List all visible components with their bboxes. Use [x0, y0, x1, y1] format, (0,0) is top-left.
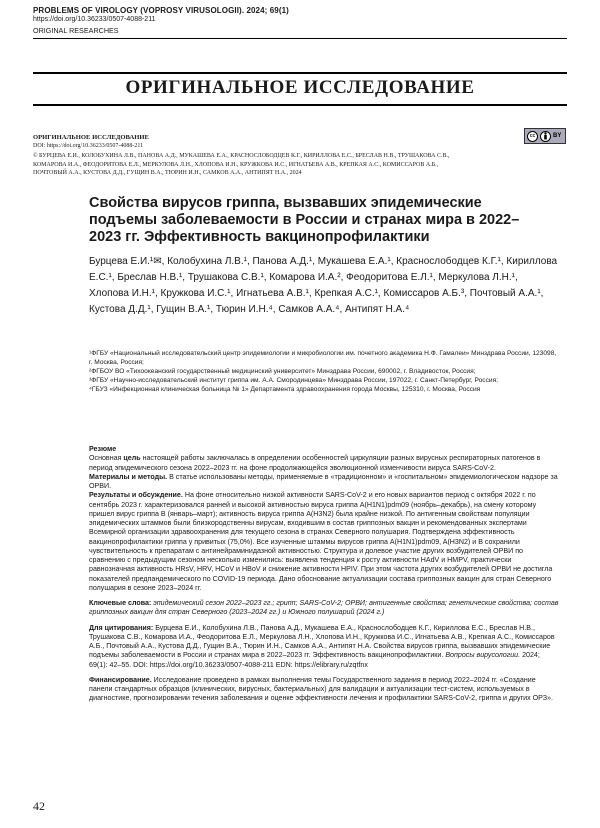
affiliation-2: ²ФГБОУ ВО «Тихоокеанский государственный медицинский университет» Минздрава России, 690002, г. Владивосток, Россия; [89, 367, 559, 376]
article-type: ОРИГИНАЛЬНОЕ ИССЛЕДОВАНИЕ [33, 134, 149, 141]
header-doi-link[interactable]: https://doi.org/10.36233/0507-4088-211 [33, 16, 155, 23]
header-divider [33, 38, 567, 39]
header-section: ORIGINAL RESEARCHES [33, 26, 119, 35]
abstract-heading: Резюме [89, 445, 559, 454]
article-title: Свойства вирусов гриппа, вызвавших эпидемические подъемы заболеваемости в России и странах мира в 2022–2023 гг. Эффективность вакцинопрофилактики [89, 195, 549, 246]
citation: Для цитирования: Бурцева Е.И., Колобухина Л.В., Панова А.Д., Мукашева Е.А., Краснослободцев К.Г., Кириллова Е.С., Бреслав Н.В., Трушакова С.В., Комарова И.А., Феодоритова Е.Л., Меркулова Л.Н., Хлопова И.Н., Кружкова И.С., Игнатьева А.В., Крепкая А.С., Комиссаров А.Б., Почтовый А.А., Кустова Д.Д., Гущин В.А., Тюрин И.Н., Самков А.А., Антипят Н.А. Свойства вирусов гриппа, вызвавших эпидемические подъемы заболеваемости в России и странах мира в 2022–2023 гг. Эффективность вакцинопрофилактики. Вопросы вирусологии. 2024; 69(1): 42–55. DOI: https://doi.org/10.36233/0507-4088-211 EDN: https://elibrary.ru/zqtfnx [89, 624, 559, 670]
abstract-results: Результаты и обсуждение. На фоне относительно низкой активности SARS-CoV-2 и его новых вариантов период с октября 2022 г. по сентябрь 2023 г. характеризовался ранней и высокой активностью вируса гриппа A(H1N1)pdm09 (ноябрь–декабрь), на смену которому пришел вирус гриппа B (январь–март); активность вируса гриппа A(H3N2) была крайне низкой. По антигенным свойствам популяции эпидемических штаммов были близкородственны вирусам, входившим в состав гриппозных вакцин и рекомендованных экспертами Всемирной организации здравоохранения для текущего сезона в странах Северного полушария. Подтверждена эффективность вакцинопрофилактики гриппа у привитых (75,0%). Все изученные штаммы вирусов гриппа A(H1N1)pdm09, A(H3N2) и B сохранили чувствительность к препаратам с антинейраминидазной активностью. Структура и долевое участие других возбудителей ОРВИ по сравнению с предыдущим сезоном несколько изменились: выявлена тенденция к росту активности HAdV и HMPV, практически равнозначная активность HRsV, HRV, HCoV и HBoV и снижение активности HPIV. При этом частота других возбудителей ОРВИ не достигла показателей предпандемического по COVID-19 периода. Дано обоснование актуализации состава гриппозных вакцин для стран Северного полушария в сезоне 2023–2024 гг. [89, 491, 559, 593]
abstract-methods: Материалы и методы. В статье использованы методы, применяемые в «традиционном» и «госпитальном» эпидемиологическом надзоре за ОРВИ. [89, 473, 559, 492]
copyright-line: © БУРЦЕВА Е.И., КОЛОБУХИНА Л.В., ПАНОВА А.Д., МУКАШЕВА Е.А., КРАСНОСЛОБОДЦЕВ К.Г., КИРИЛЛОВА Е.С., БРЕСЛАВ Н.В., ТРУШАКОВА С.В., КОМАРОВА И.А., ФЕОДОРИТОВА Е.Л., МЕРКУЛОВА Л.Н., ХЛОПОВА И.Н., КРУЖКОВА И.С., ИГНАТЬЕВА А.В., КРЕПКАЯ А.С., КОМИССАРОВ А.Б., ПОЧТОВЫЙ А.А., КУСТОВА Д.Д., ГУЩИН В.А., ТЮРИН И.Н., САМКОВ А.А., АНТИПЯТ Н.А., 2024 [33, 152, 473, 178]
cc-by-license-badge[interactable] [524, 128, 566, 144]
affiliation-1: ¹ФГБУ «Национальный исследовательский центр эпидемиологии и микробиологии им. почетного академика Н.Ф. Гамалеи» Минздрава России, 123098, г. Москва, Россия; [89, 349, 559, 367]
article-doi[interactable]: DOI: https://doi.org/10.36233/0507-4088-211 [33, 143, 143, 149]
author-list: Бурцева Е.И.¹✉, Колобухина Л.В.¹, Панова А.Д.¹, Мукашева Е.А.¹, Краснослободцев К.Г.¹, Кириллова Е.С.¹, Бреслав Н.В.¹, Трушакова С.В.¹, Комарова И.А.², Феодоритова Е.Л.¹, Меркулова Л.Н.¹, Хлопова И.Н.¹, Кружкова И.С.¹, Игнатьева А.В.¹, Крепкая А.С.¹, Комиссаров А.Б.³, Почтовый А.А.¹, Кустова Д.Д.¹, Гущин В.А.¹, Тюрин И.Н.⁴, Самков А.А.⁴, Антипят Н.А.⁴ [89, 254, 559, 318]
journal-header: PROBLEMS OF VIROLOGY (VOPROSY VIRUSOLOGII). 2024; 69(1) [33, 6, 289, 15]
by-label: BY [553, 133, 561, 139]
cc-icon: cc [527, 131, 538, 142]
abstract-block [89, 445, 559, 704]
affiliation-4: ⁴ГБУЗ «Инфекционная клиническая больница № 1» Департамента здравоохранения города Москвы, 125310, г. Москва, Россия [89, 385, 559, 394]
affiliation-3: ³ФГБУ «Научно-исследовательский институт гриппа им. А.А. Смородинцева» Минздрава России, 197022, г. Санкт-Петербург, Россия; [89, 376, 559, 385]
affiliations [89, 349, 559, 394]
page-number: 42 [33, 799, 45, 814]
section-banner: ОРИГИНАЛЬНОЕ ИССЛЕДОВАНИЕ [33, 77, 567, 99]
banner-rule-top [33, 72, 567, 74]
attribution-icon [540, 131, 551, 142]
keywords: Ключевые слова: эпидемический сезон 2022–2023 гг.; грипп; SARS-CoV-2; ОРВИ; антигенные свойства; генетические свойства; состав гриппозных вакцин для стран Северного (2023–2024 гг.) и Южного полушарий (2024 г.) [89, 599, 559, 618]
abstract-intro: Основная цель настоящей работы заключалась в определении особенностей циркуляции разных вирусных респираторных патогенов в период эпидемического сезона 2022–2023 гг. на фоне продолжающейся эволюционной изменчивости вируса SARS-CoV-2. [89, 454, 559, 473]
banner-rule-bottom [33, 104, 567, 106]
funding: Финансирование. Исследование проведено в рамках выполнения темы Государственного задания в период 2022–2024 гг. «Создание панели стандартных образцов (клинических, вирусных, бактериальных) для валидации и актуализации тест-систем, используемых в диагностике, прогнозировании течения заболевания и оценке эффективности лечения и профилактики SARS-CoV-2, гриппа и других ОРЗ». [89, 676, 559, 704]
